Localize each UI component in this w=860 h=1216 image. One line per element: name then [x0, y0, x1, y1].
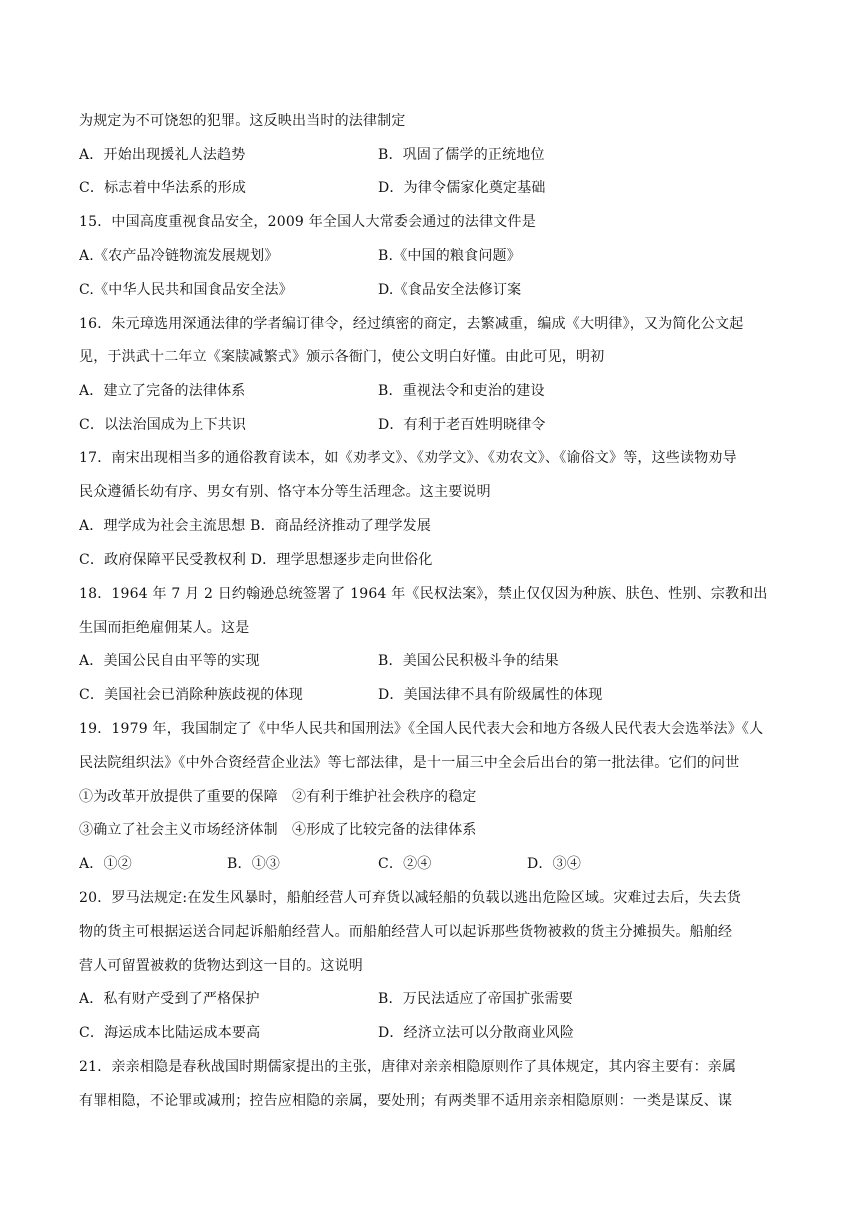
q19-statements-1-2: ①为改革开放提供了重要的保障 ②有利于维护社会秩序的稳定	[79, 789, 477, 805]
q18-option-c: C．美国社会已消除种族歧视的体现	[79, 687, 303, 703]
q17-options-ab: A．理学成为社会主流思想 B．商品经济推动了理学发展	[79, 518, 432, 534]
q19-option-d: D．③④	[527, 856, 582, 872]
q18-option-a: A．美国公民自由平等的实现	[79, 653, 260, 669]
q18-option-b: B．美国公民积极斗争的结果	[378, 653, 559, 669]
q18-stem-line-1: 18．1964 年 7 月 2 日约翰逊总统签署了 1964 年《民权法案》，禁止仅仅因为种族、肤色、性别、宗教和出	[79, 586, 768, 602]
q15-option-d: D.《食品安全法修订案	[378, 282, 522, 298]
q15-option-c: C.《中华人民共和国食品安全法》	[79, 282, 293, 298]
q15-stem: 15．中国高度重视食品安全，2009 年全国人大常委会通过的法律文件是	[79, 214, 536, 230]
q19-stem-line-1: 19．1979 年，我国制定了《中华人民共和国刑法》《全国人民代表大会和地方各级人民代表大会选举法》《人	[79, 721, 764, 737]
q19-statements-3-4: ③确立了社会主义市场经济体制 ④形成了比较完备的法律体系	[79, 822, 477, 838]
q15-option-a: A.《农产品冷链物流发展规划》	[79, 248, 279, 264]
q19-option-a: A．①②	[79, 856, 132, 872]
q14-stem-tail: 为规定为不可饶恕的犯罪。这反映出当时的法律制定	[79, 113, 406, 129]
q20-option-b: B．万民法适应了帝国扩张需要	[378, 991, 574, 1007]
q21-stem-line-2: 有罪相隐，不论罪或减刑；控告应相隐的亲属，要处刑；有两类罪不适用亲亲相隐原则：一类是谋反、谋	[79, 1093, 733, 1109]
q16-option-b: B．重视法令和吏治的建设	[378, 383, 545, 399]
q14-option-c: C．标志着中华法系的形成	[79, 180, 247, 196]
q14-option-b: B．巩固了儒学的正统地位	[378, 147, 545, 163]
q17-stem-line-1: 17．南宋出现相当多的通俗教育读本，如《劝孝文》、《劝学文》、《劝农文》、《谕俗文》等，这些读物劝导	[79, 450, 737, 466]
q16-option-d: D．有利于老百姓明晓律令	[378, 417, 546, 433]
q18-option-d: D．美国法律不具有阶级属性的体现	[378, 687, 603, 703]
q19-option-b: B．①③	[227, 856, 281, 872]
q20-stem-line-1: 20．罗马法规定:在发生风暴时，船舶经营人可弃货以减轻船的负载以逃出危险区域。灾难过去后，失去货	[79, 890, 742, 906]
q16-option-c: C．以法治国成为上下共识	[79, 417, 247, 433]
q15-option-b: B.《中国的粮食问题》	[378, 248, 521, 264]
q20-option-a: A．私有财产受到了严格保护	[79, 991, 260, 1007]
q19-stem-line-2: 民法院组织法》《中外合资经营企业法》等七部法律，是十一届三中全会后出台的第一批法律。它们的问世	[79, 755, 740, 771]
q17-options-cd: C．政府保障平民受教权利 D．理学思想逐步走向世俗化	[79, 552, 433, 568]
q19-option-c: C．②④	[378, 856, 432, 872]
q20-stem-line-2: 物的货主可根据运送合同起诉船舶经营人。而船舶经营人可以起诉那些货物被救的货主分摊损失。船舶经	[79, 924, 733, 940]
q16-stem-line-2: 见，于洪武十二年立《案牍减繁式》颁示各衙门，使公文明白好懂。由此可见，明初	[79, 349, 605, 365]
q20-option-c: C．海运成本比陆运成本要高	[79, 1025, 261, 1041]
q14-option-d: D．为律令儒家化奠定基础	[378, 180, 546, 196]
q20-option-d: D．经济立法可以分散商业风险	[378, 1025, 575, 1041]
q21-stem-line-1: 21．亲亲相隐是春秋战国时期儒家提出的主张，唐律对亲亲相隐原则作了具体规定，其内容主要有：亲属	[79, 1059, 737, 1075]
q18-stem-line-2: 生国而拒绝雇佣某人。这是	[79, 620, 250, 636]
q17-stem-line-2: 民众遵循长幼有序、男女有别、恪守本分等生活理念。这主要说明	[79, 484, 491, 500]
q20-stem-line-3: 营人可留置被救的货物达到这一目的。这说明	[79, 958, 363, 974]
q16-stem-line-1: 16．朱元璋选用深通法律的学者编订律令，经过缜密的商定，去繁减重，编成《大明律》，又为简化公文起	[79, 316, 744, 332]
q14-option-a: A．开始出现援礼人法趋势	[79, 147, 246, 163]
q16-option-a: A．建立了完备的法律体系	[79, 383, 246, 399]
